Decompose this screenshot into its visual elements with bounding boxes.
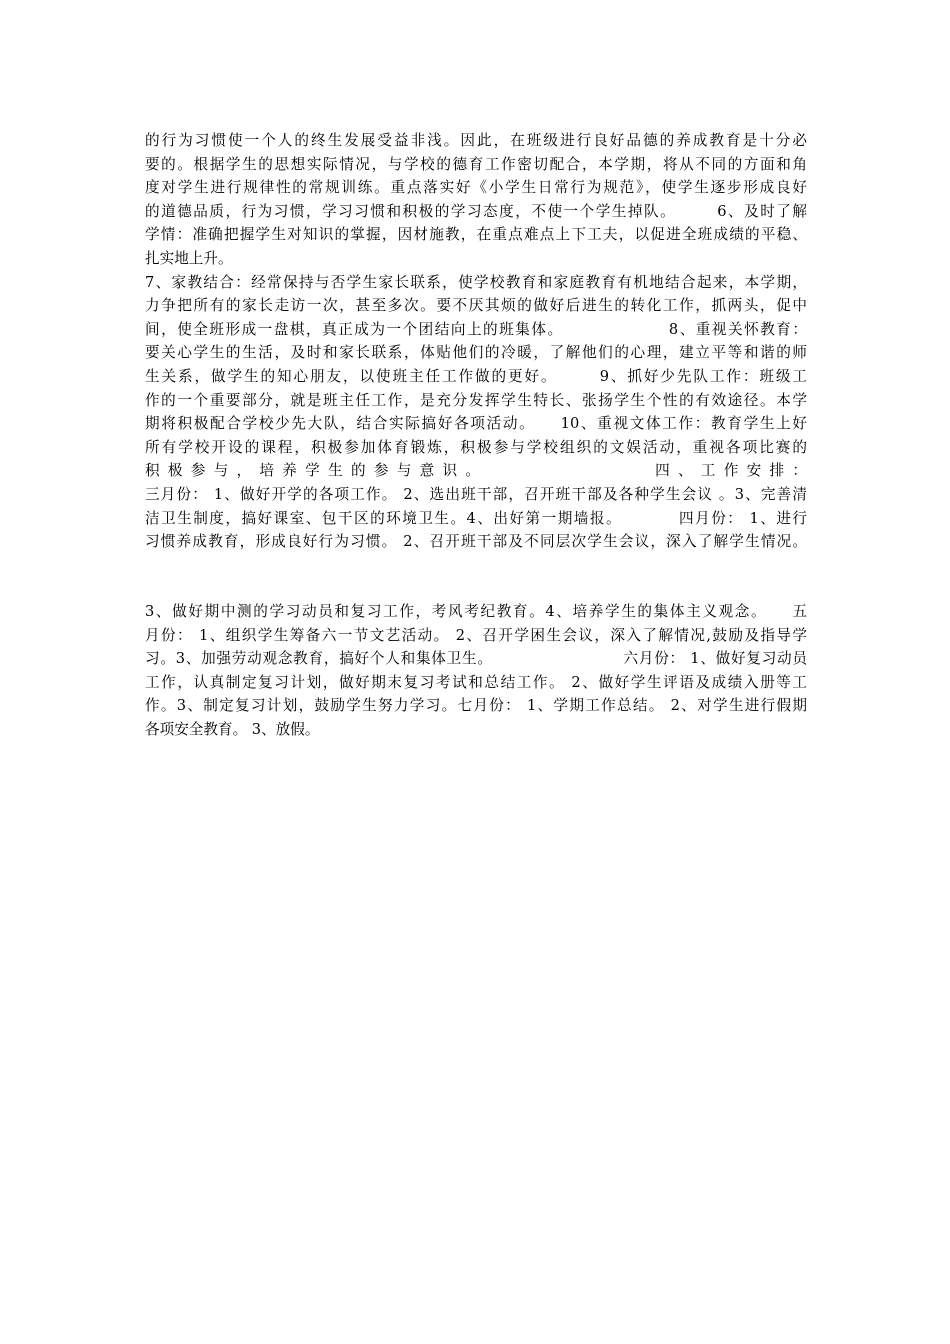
text-line: 作的一个重要部分，就是班主任工作，是充分发挥学生特长、张扬学生个性的有效途径。本学 bbox=[145, 391, 807, 409]
text-line: 各项安全教育。 3、放假。 bbox=[145, 720, 320, 738]
text-line: 洁卫生制度，搞好课室、包干区的环境卫生。4、出好第一期墙报。 四月份： 1、进行 bbox=[145, 509, 807, 527]
text-line: 作。3、制定复习计划，鼓励学生努力学习。七月份： 1、学期工作总结。 2、对学生进行假期 bbox=[145, 697, 807, 715]
text-line: 度对学生进行规律性的常规训练。重点落实好《小学生日常行为规范》，使学生逐步形成良好 bbox=[145, 179, 807, 197]
text-line: 积 极 参 与 ， 培 养 学 生 的 参 与 意 识 。 四 、 工 作 安 排 ： bbox=[145, 462, 807, 480]
text-line: 扎实地上升。 bbox=[145, 249, 233, 267]
text-line: 生关系，做学生的知心朋友，以使班主任工作做的更好。 9、抓好少先队工作：班级工 bbox=[145, 367, 807, 385]
text-line: 力争把所有的家长走访一次，甚至多次。要不厌其烦的做好后进生的转化工作，抓两头，促中 bbox=[145, 297, 807, 315]
text-line: 间，使全班形成一盘棋，真正成为一个团结向上的班集体。 8、重视关怀教育： bbox=[145, 320, 807, 338]
text-line: 要关心学生的生活，及时和家长联系，体贴他们的冷暖，了解他们的心理，建立平等和谐的师 bbox=[145, 344, 807, 362]
body-text-block-one bbox=[145, 129, 807, 554]
text-line: 7、家教结合：经常保持与否学生家长联系，使学校教育和家庭教育有机地结合起来，本学期， bbox=[145, 273, 807, 291]
text-line: 期将积极配合学校少先大队，结合实际搞好各项活动。 10、重视文体工作：教育学生上好 bbox=[145, 415, 807, 433]
text-line: 要的。根据学生的思想实际情况，与学校的德育工作密切配合，本学期，将从不同的方面和角 bbox=[145, 155, 807, 173]
text-line: 所有学校开设的课程，积极参加体育锻炼，积极参与学校组织的文娱活动，重视各项比赛的 bbox=[145, 438, 807, 456]
body-text-block-two bbox=[145, 600, 807, 742]
text-line: 3、做好期中测的学习动员和复习工作，考风考纪教育。4、培养学生的集体主义观念。 五 bbox=[145, 603, 807, 620]
text-line: 的道德品质，行为习惯，学习习惯和积极的学习态度，不使一个学生掉队。 6、及时了解 bbox=[145, 202, 807, 220]
text-line: 三月份： 1、做好开学的各项工作。 2、选出班干部，召开班干部及各种学生会议 。3、完善清 bbox=[145, 485, 807, 503]
text-line: 习。3、加强劳动观念教育，搞好个人和集体卫生。 六月份： 1、做好复习动员 bbox=[145, 650, 807, 668]
text-line: 月份： 1、组织学生筹备六一节文艺活动。 2、召开学困生会议，深入了解情况,鼓励及指导学 bbox=[145, 626, 807, 644]
text-line: 学情：准确把握学生对知识的掌握，因材施教，在重点难点上下工夫，以促进全班成绩的平稳、 bbox=[145, 226, 807, 244]
text-line: 的行为习惯使一个人的终生发展受益非浅。因此，在班级进行良好品德的养成教育是十分必 bbox=[145, 132, 807, 149]
text-line: 习惯养成教育，形成良好行为习惯。 2、召开班干部及不同层次学生会议，深入了解学生情况。 bbox=[145, 533, 807, 551]
text-line: 工作，认真制定复习计划，做好期末复习考试和总结工作。 2、做好学生评语及成绩入册等工 bbox=[145, 673, 807, 691]
